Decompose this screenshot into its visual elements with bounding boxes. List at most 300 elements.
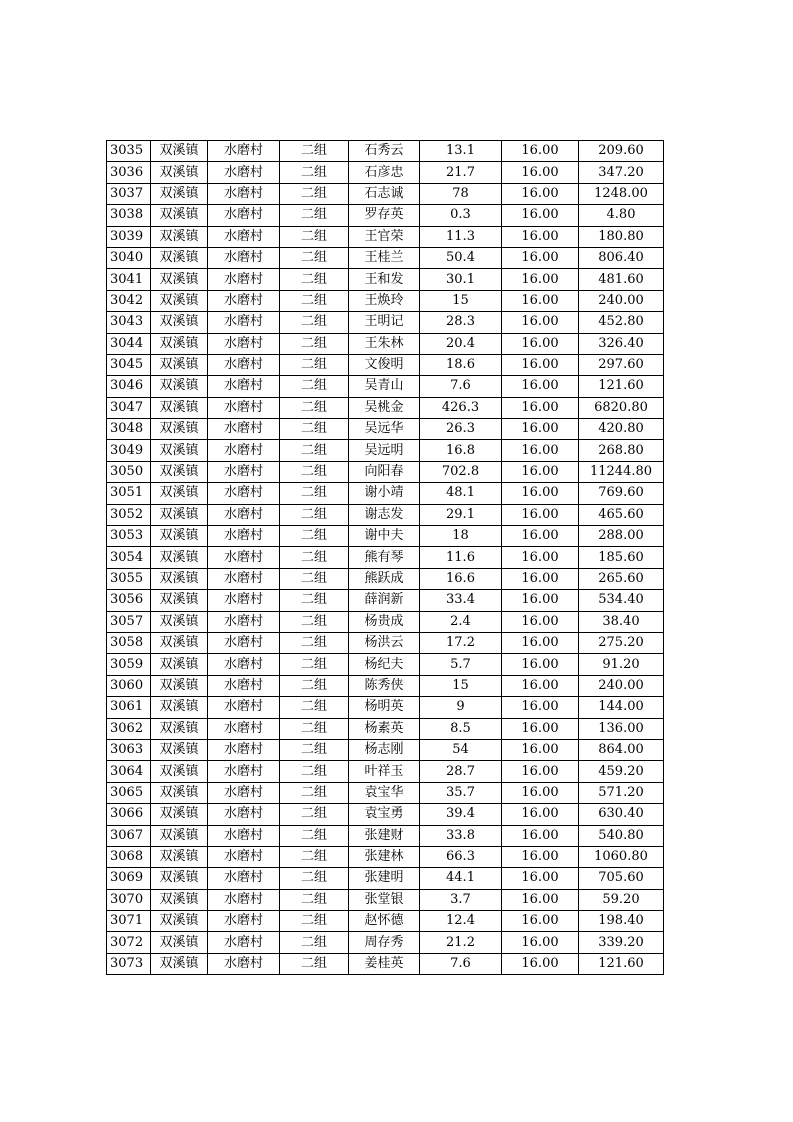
table-row (107, 804, 664, 825)
group-cell: 二组 (280, 804, 349, 825)
row-number-cell: 3047 (107, 397, 151, 418)
town-cell: 双溪镇 (151, 675, 208, 696)
amount-cell: 240.00 (579, 290, 664, 311)
amount-cell: 459.20 (579, 761, 664, 782)
table-row (107, 461, 664, 482)
rate-cell: 16.00 (502, 354, 579, 375)
table-row (107, 825, 664, 846)
rate-cell: 16.00 (502, 440, 579, 461)
row-number-cell: 3043 (107, 312, 151, 333)
row-number-cell: 3057 (107, 611, 151, 632)
table-row (107, 354, 664, 375)
village-cell: 水磨村 (208, 761, 280, 782)
group-cell: 二组 (280, 183, 349, 204)
town-cell: 双溪镇 (151, 889, 208, 910)
group-cell: 二组 (280, 697, 349, 718)
table-row (107, 632, 664, 653)
amount-cell: 420.80 (579, 419, 664, 440)
amount-cell: 481.60 (579, 269, 664, 290)
table-row (107, 953, 664, 974)
group-cell: 二组 (280, 354, 349, 375)
row-number-cell: 3036 (107, 162, 151, 183)
town-cell: 双溪镇 (151, 804, 208, 825)
rate-cell: 16.00 (502, 183, 579, 204)
amount-cell: 571.20 (579, 782, 664, 803)
area-cell: 13.1 (420, 141, 502, 162)
group-cell: 二组 (280, 782, 349, 803)
town-cell: 双溪镇 (151, 247, 208, 268)
table-row (107, 611, 664, 632)
town-cell: 双溪镇 (151, 782, 208, 803)
amount-cell: 265.60 (579, 568, 664, 589)
group-cell: 二组 (280, 846, 349, 867)
table-row (107, 440, 664, 461)
amount-cell: 6820.80 (579, 397, 664, 418)
table-row (107, 162, 664, 183)
row-number-cell: 3053 (107, 526, 151, 547)
town-cell: 双溪镇 (151, 761, 208, 782)
name-cell: 赵怀德 (349, 911, 420, 932)
area-cell: 3.7 (420, 889, 502, 910)
town-cell: 双溪镇 (151, 290, 208, 311)
village-cell: 水磨村 (208, 911, 280, 932)
rate-cell: 16.00 (502, 953, 579, 974)
rate-cell: 16.00 (502, 825, 579, 846)
rate-cell: 16.00 (502, 654, 579, 675)
name-cell: 杨纪夫 (349, 654, 420, 675)
group-cell: 二组 (280, 483, 349, 504)
amount-cell: 297.60 (579, 354, 664, 375)
rate-cell: 16.00 (502, 632, 579, 653)
group-cell: 二组 (280, 526, 349, 547)
amount-cell: 347.20 (579, 162, 664, 183)
amount-cell: 268.80 (579, 440, 664, 461)
village-cell: 水磨村 (208, 226, 280, 247)
area-cell: 0.3 (420, 205, 502, 226)
amount-cell: 4.80 (579, 205, 664, 226)
area-cell: 50.4 (420, 247, 502, 268)
row-number-cell: 3069 (107, 868, 151, 889)
village-cell: 水磨村 (208, 675, 280, 696)
name-cell: 杨志刚 (349, 739, 420, 760)
name-cell: 张建林 (349, 846, 420, 867)
amount-cell: 198.40 (579, 911, 664, 932)
town-cell: 双溪镇 (151, 568, 208, 589)
village-cell: 水磨村 (208, 312, 280, 333)
rate-cell: 16.00 (502, 205, 579, 226)
row-number-cell: 3037 (107, 183, 151, 204)
rate-cell: 16.00 (502, 868, 579, 889)
name-cell: 姜桂英 (349, 953, 420, 974)
name-cell: 吴青山 (349, 376, 420, 397)
table-row (107, 782, 664, 803)
table-row (107, 590, 664, 611)
village-cell: 水磨村 (208, 568, 280, 589)
table-row (107, 718, 664, 739)
table-row (107, 290, 664, 311)
table-row (107, 205, 664, 226)
table-row (107, 483, 664, 504)
rate-cell: 16.00 (502, 675, 579, 696)
row-number-cell: 3051 (107, 483, 151, 504)
row-number-cell: 3066 (107, 804, 151, 825)
table-row (107, 761, 664, 782)
table-row (107, 846, 664, 867)
row-number-cell: 3068 (107, 846, 151, 867)
village-cell: 水磨村 (208, 611, 280, 632)
name-cell: 熊有琴 (349, 547, 420, 568)
name-cell: 薛润新 (349, 590, 420, 611)
village-cell: 水磨村 (208, 782, 280, 803)
name-cell: 谢志发 (349, 504, 420, 525)
rate-cell: 16.00 (502, 397, 579, 418)
group-cell: 二组 (280, 825, 349, 846)
amount-cell: 240.00 (579, 675, 664, 696)
amount-cell: 288.00 (579, 526, 664, 547)
area-cell: 702.8 (420, 461, 502, 482)
rate-cell: 16.00 (502, 782, 579, 803)
village-cell: 水磨村 (208, 825, 280, 846)
row-number-cell: 3038 (107, 205, 151, 226)
table-row (107, 397, 664, 418)
town-cell: 双溪镇 (151, 504, 208, 525)
row-number-cell: 3073 (107, 953, 151, 974)
area-cell: 26.3 (420, 419, 502, 440)
row-number-cell: 3044 (107, 333, 151, 354)
rate-cell: 16.00 (502, 889, 579, 910)
table-row (107, 654, 664, 675)
town-cell: 双溪镇 (151, 141, 208, 162)
name-cell: 王官荣 (349, 226, 420, 247)
group-cell: 二组 (280, 761, 349, 782)
village-cell: 水磨村 (208, 526, 280, 547)
village-cell: 水磨村 (208, 376, 280, 397)
row-number-cell: 3055 (107, 568, 151, 589)
name-cell: 谢小靖 (349, 483, 420, 504)
village-cell: 水磨村 (208, 205, 280, 226)
amount-cell: 452.80 (579, 312, 664, 333)
amount-cell: 59.20 (579, 889, 664, 910)
rate-cell: 16.00 (502, 718, 579, 739)
row-number-cell: 3060 (107, 675, 151, 696)
area-cell: 16.6 (420, 568, 502, 589)
name-cell: 熊跃成 (349, 568, 420, 589)
rate-cell: 16.00 (502, 461, 579, 482)
rate-cell: 16.00 (502, 269, 579, 290)
rate-cell: 16.00 (502, 911, 579, 932)
name-cell: 王明记 (349, 312, 420, 333)
town-cell: 双溪镇 (151, 846, 208, 867)
name-cell: 文俊明 (349, 354, 420, 375)
town-cell: 双溪镇 (151, 419, 208, 440)
group-cell: 二组 (280, 868, 349, 889)
rate-cell: 16.00 (502, 568, 579, 589)
name-cell: 叶祥玉 (349, 761, 420, 782)
amount-cell: 339.20 (579, 932, 664, 953)
town-cell: 双溪镇 (151, 440, 208, 461)
table-row (107, 547, 664, 568)
rate-cell: 16.00 (502, 846, 579, 867)
name-cell: 张建财 (349, 825, 420, 846)
table-row (107, 183, 664, 204)
group-cell: 二组 (280, 632, 349, 653)
table-row (107, 911, 664, 932)
area-cell: 44.1 (420, 868, 502, 889)
row-number-cell: 3041 (107, 269, 151, 290)
name-cell: 周存秀 (349, 932, 420, 953)
area-cell: 33.4 (420, 590, 502, 611)
town-cell: 双溪镇 (151, 932, 208, 953)
rate-cell: 16.00 (502, 226, 579, 247)
group-cell: 二组 (280, 162, 349, 183)
table-row (107, 868, 664, 889)
name-cell: 吴远华 (349, 419, 420, 440)
amount-cell: 11244.80 (579, 461, 664, 482)
area-cell: 48.1 (420, 483, 502, 504)
rate-cell: 16.00 (502, 483, 579, 504)
row-number-cell: 3064 (107, 761, 151, 782)
area-cell: 29.1 (420, 504, 502, 525)
area-cell: 9 (420, 697, 502, 718)
name-cell: 石彦忠 (349, 162, 420, 183)
group-cell: 二组 (280, 247, 349, 268)
name-cell: 陈秀侠 (349, 675, 420, 696)
table-body (107, 141, 664, 975)
town-cell: 双溪镇 (151, 590, 208, 611)
village-cell: 水磨村 (208, 868, 280, 889)
village-cell: 水磨村 (208, 804, 280, 825)
area-cell: 20.4 (420, 333, 502, 354)
amount-cell: 705.60 (579, 868, 664, 889)
rate-cell: 16.00 (502, 526, 579, 547)
village-cell: 水磨村 (208, 483, 280, 504)
group-cell: 二组 (280, 932, 349, 953)
group-cell: 二组 (280, 718, 349, 739)
area-cell: 7.6 (420, 376, 502, 397)
table-row (107, 333, 664, 354)
row-number-cell: 3059 (107, 654, 151, 675)
group-cell: 二组 (280, 461, 349, 482)
rate-cell: 16.00 (502, 739, 579, 760)
village-cell: 水磨村 (208, 739, 280, 760)
row-number-cell: 3048 (107, 419, 151, 440)
area-cell: 8.5 (420, 718, 502, 739)
village-cell: 水磨村 (208, 590, 280, 611)
area-cell: 30.1 (420, 269, 502, 290)
amount-cell: 180.80 (579, 226, 664, 247)
amount-cell: 185.60 (579, 547, 664, 568)
amount-cell: 144.00 (579, 697, 664, 718)
area-cell: 15 (420, 290, 502, 311)
rate-cell: 16.00 (502, 697, 579, 718)
row-number-cell: 3065 (107, 782, 151, 803)
amount-cell: 326.40 (579, 333, 664, 354)
area-cell: 15 (420, 675, 502, 696)
name-cell: 谢中夫 (349, 526, 420, 547)
town-cell: 双溪镇 (151, 825, 208, 846)
town-cell: 双溪镇 (151, 183, 208, 204)
town-cell: 双溪镇 (151, 611, 208, 632)
row-number-cell: 3072 (107, 932, 151, 953)
table-row (107, 226, 664, 247)
name-cell: 张建明 (349, 868, 420, 889)
table-row (107, 247, 664, 268)
name-cell: 吴远明 (349, 440, 420, 461)
village-cell: 水磨村 (208, 932, 280, 953)
amount-cell: 209.60 (579, 141, 664, 162)
table-row (107, 889, 664, 910)
area-cell: 28.3 (420, 312, 502, 333)
area-cell: 11.6 (420, 547, 502, 568)
village-cell: 水磨村 (208, 162, 280, 183)
town-cell: 双溪镇 (151, 205, 208, 226)
name-cell: 石秀云 (349, 141, 420, 162)
rate-cell: 16.00 (502, 247, 579, 268)
rate-cell: 16.00 (502, 590, 579, 611)
rate-cell: 16.00 (502, 804, 579, 825)
name-cell: 杨素英 (349, 718, 420, 739)
group-cell: 二组 (280, 333, 349, 354)
row-number-cell: 3046 (107, 376, 151, 397)
village-cell: 水磨村 (208, 889, 280, 910)
name-cell: 袁宝勇 (349, 804, 420, 825)
rate-cell: 16.00 (502, 333, 579, 354)
name-cell: 向阳春 (349, 461, 420, 482)
village-cell: 水磨村 (208, 183, 280, 204)
area-cell: 35.7 (420, 782, 502, 803)
town-cell: 双溪镇 (151, 526, 208, 547)
row-number-cell: 3058 (107, 632, 151, 653)
row-number-cell: 3052 (107, 504, 151, 525)
village-cell: 水磨村 (208, 697, 280, 718)
group-cell: 二组 (280, 654, 349, 675)
town-cell: 双溪镇 (151, 911, 208, 932)
town-cell: 双溪镇 (151, 269, 208, 290)
rate-cell: 16.00 (502, 611, 579, 632)
row-number-cell: 3062 (107, 718, 151, 739)
row-number-cell: 3070 (107, 889, 151, 910)
row-number-cell: 3049 (107, 440, 151, 461)
rate-cell: 16.00 (502, 932, 579, 953)
table-row (107, 419, 664, 440)
group-cell: 二组 (280, 675, 349, 696)
rate-cell: 16.00 (502, 419, 579, 440)
amount-cell: 630.40 (579, 804, 664, 825)
village-cell: 水磨村 (208, 247, 280, 268)
area-cell: 66.3 (420, 846, 502, 867)
village-cell: 水磨村 (208, 269, 280, 290)
group-cell: 二组 (280, 739, 349, 760)
area-cell: 18 (420, 526, 502, 547)
table-row (107, 697, 664, 718)
amount-cell: 540.80 (579, 825, 664, 846)
amount-cell: 769.60 (579, 483, 664, 504)
name-cell: 杨明英 (349, 697, 420, 718)
amount-cell: 1248.00 (579, 183, 664, 204)
amount-cell: 91.20 (579, 654, 664, 675)
row-number-cell: 3056 (107, 590, 151, 611)
group-cell: 二组 (280, 953, 349, 974)
group-cell: 二组 (280, 376, 349, 397)
amount-cell: 121.60 (579, 953, 664, 974)
group-cell: 二组 (280, 911, 349, 932)
town-cell: 双溪镇 (151, 461, 208, 482)
amount-cell: 534.40 (579, 590, 664, 611)
town-cell: 双溪镇 (151, 547, 208, 568)
area-cell: 39.4 (420, 804, 502, 825)
amount-cell: 275.20 (579, 632, 664, 653)
row-number-cell: 3071 (107, 911, 151, 932)
town-cell: 双溪镇 (151, 312, 208, 333)
village-cell: 水磨村 (208, 419, 280, 440)
group-cell: 二组 (280, 290, 349, 311)
row-number-cell: 3040 (107, 247, 151, 268)
rate-cell: 16.00 (502, 761, 579, 782)
town-cell: 双溪镇 (151, 868, 208, 889)
row-number-cell: 3063 (107, 739, 151, 760)
village-cell: 水磨村 (208, 654, 280, 675)
name-cell: 吴桃金 (349, 397, 420, 418)
amount-cell: 136.00 (579, 718, 664, 739)
group-cell: 二组 (280, 504, 349, 525)
area-cell: 2.4 (420, 611, 502, 632)
table-row (107, 269, 664, 290)
village-cell: 水磨村 (208, 547, 280, 568)
table-row (107, 526, 664, 547)
village-cell: 水磨村 (208, 953, 280, 974)
table-row (107, 739, 664, 760)
village-cell: 水磨村 (208, 440, 280, 461)
row-number-cell: 3050 (107, 461, 151, 482)
rate-cell: 16.00 (502, 376, 579, 397)
group-cell: 二组 (280, 141, 349, 162)
group-cell: 二组 (280, 889, 349, 910)
group-cell: 二组 (280, 547, 349, 568)
group-cell: 二组 (280, 397, 349, 418)
row-number-cell: 3039 (107, 226, 151, 247)
amount-cell: 121.60 (579, 376, 664, 397)
area-cell: 5.7 (420, 654, 502, 675)
name-cell: 张堂银 (349, 889, 420, 910)
area-cell: 426.3 (420, 397, 502, 418)
area-cell: 17.2 (420, 632, 502, 653)
group-cell: 二组 (280, 568, 349, 589)
town-cell: 双溪镇 (151, 632, 208, 653)
row-number-cell: 3042 (107, 290, 151, 311)
area-cell: 7.6 (420, 953, 502, 974)
area-cell: 12.4 (420, 911, 502, 932)
name-cell: 王桂兰 (349, 247, 420, 268)
row-number-cell: 3054 (107, 547, 151, 568)
table-row (107, 312, 664, 333)
amount-cell: 864.00 (579, 739, 664, 760)
name-cell: 王焕玲 (349, 290, 420, 311)
town-cell: 双溪镇 (151, 483, 208, 504)
town-cell: 双溪镇 (151, 162, 208, 183)
town-cell: 双溪镇 (151, 397, 208, 418)
area-cell: 54 (420, 739, 502, 760)
village-cell: 水磨村 (208, 504, 280, 525)
town-cell: 双溪镇 (151, 333, 208, 354)
group-cell: 二组 (280, 269, 349, 290)
name-cell: 王朱林 (349, 333, 420, 354)
town-cell: 双溪镇 (151, 739, 208, 760)
area-cell: 16.8 (420, 440, 502, 461)
table-row (107, 568, 664, 589)
group-cell: 二组 (280, 419, 349, 440)
area-cell: 18.6 (420, 354, 502, 375)
row-number-cell: 3061 (107, 697, 151, 718)
